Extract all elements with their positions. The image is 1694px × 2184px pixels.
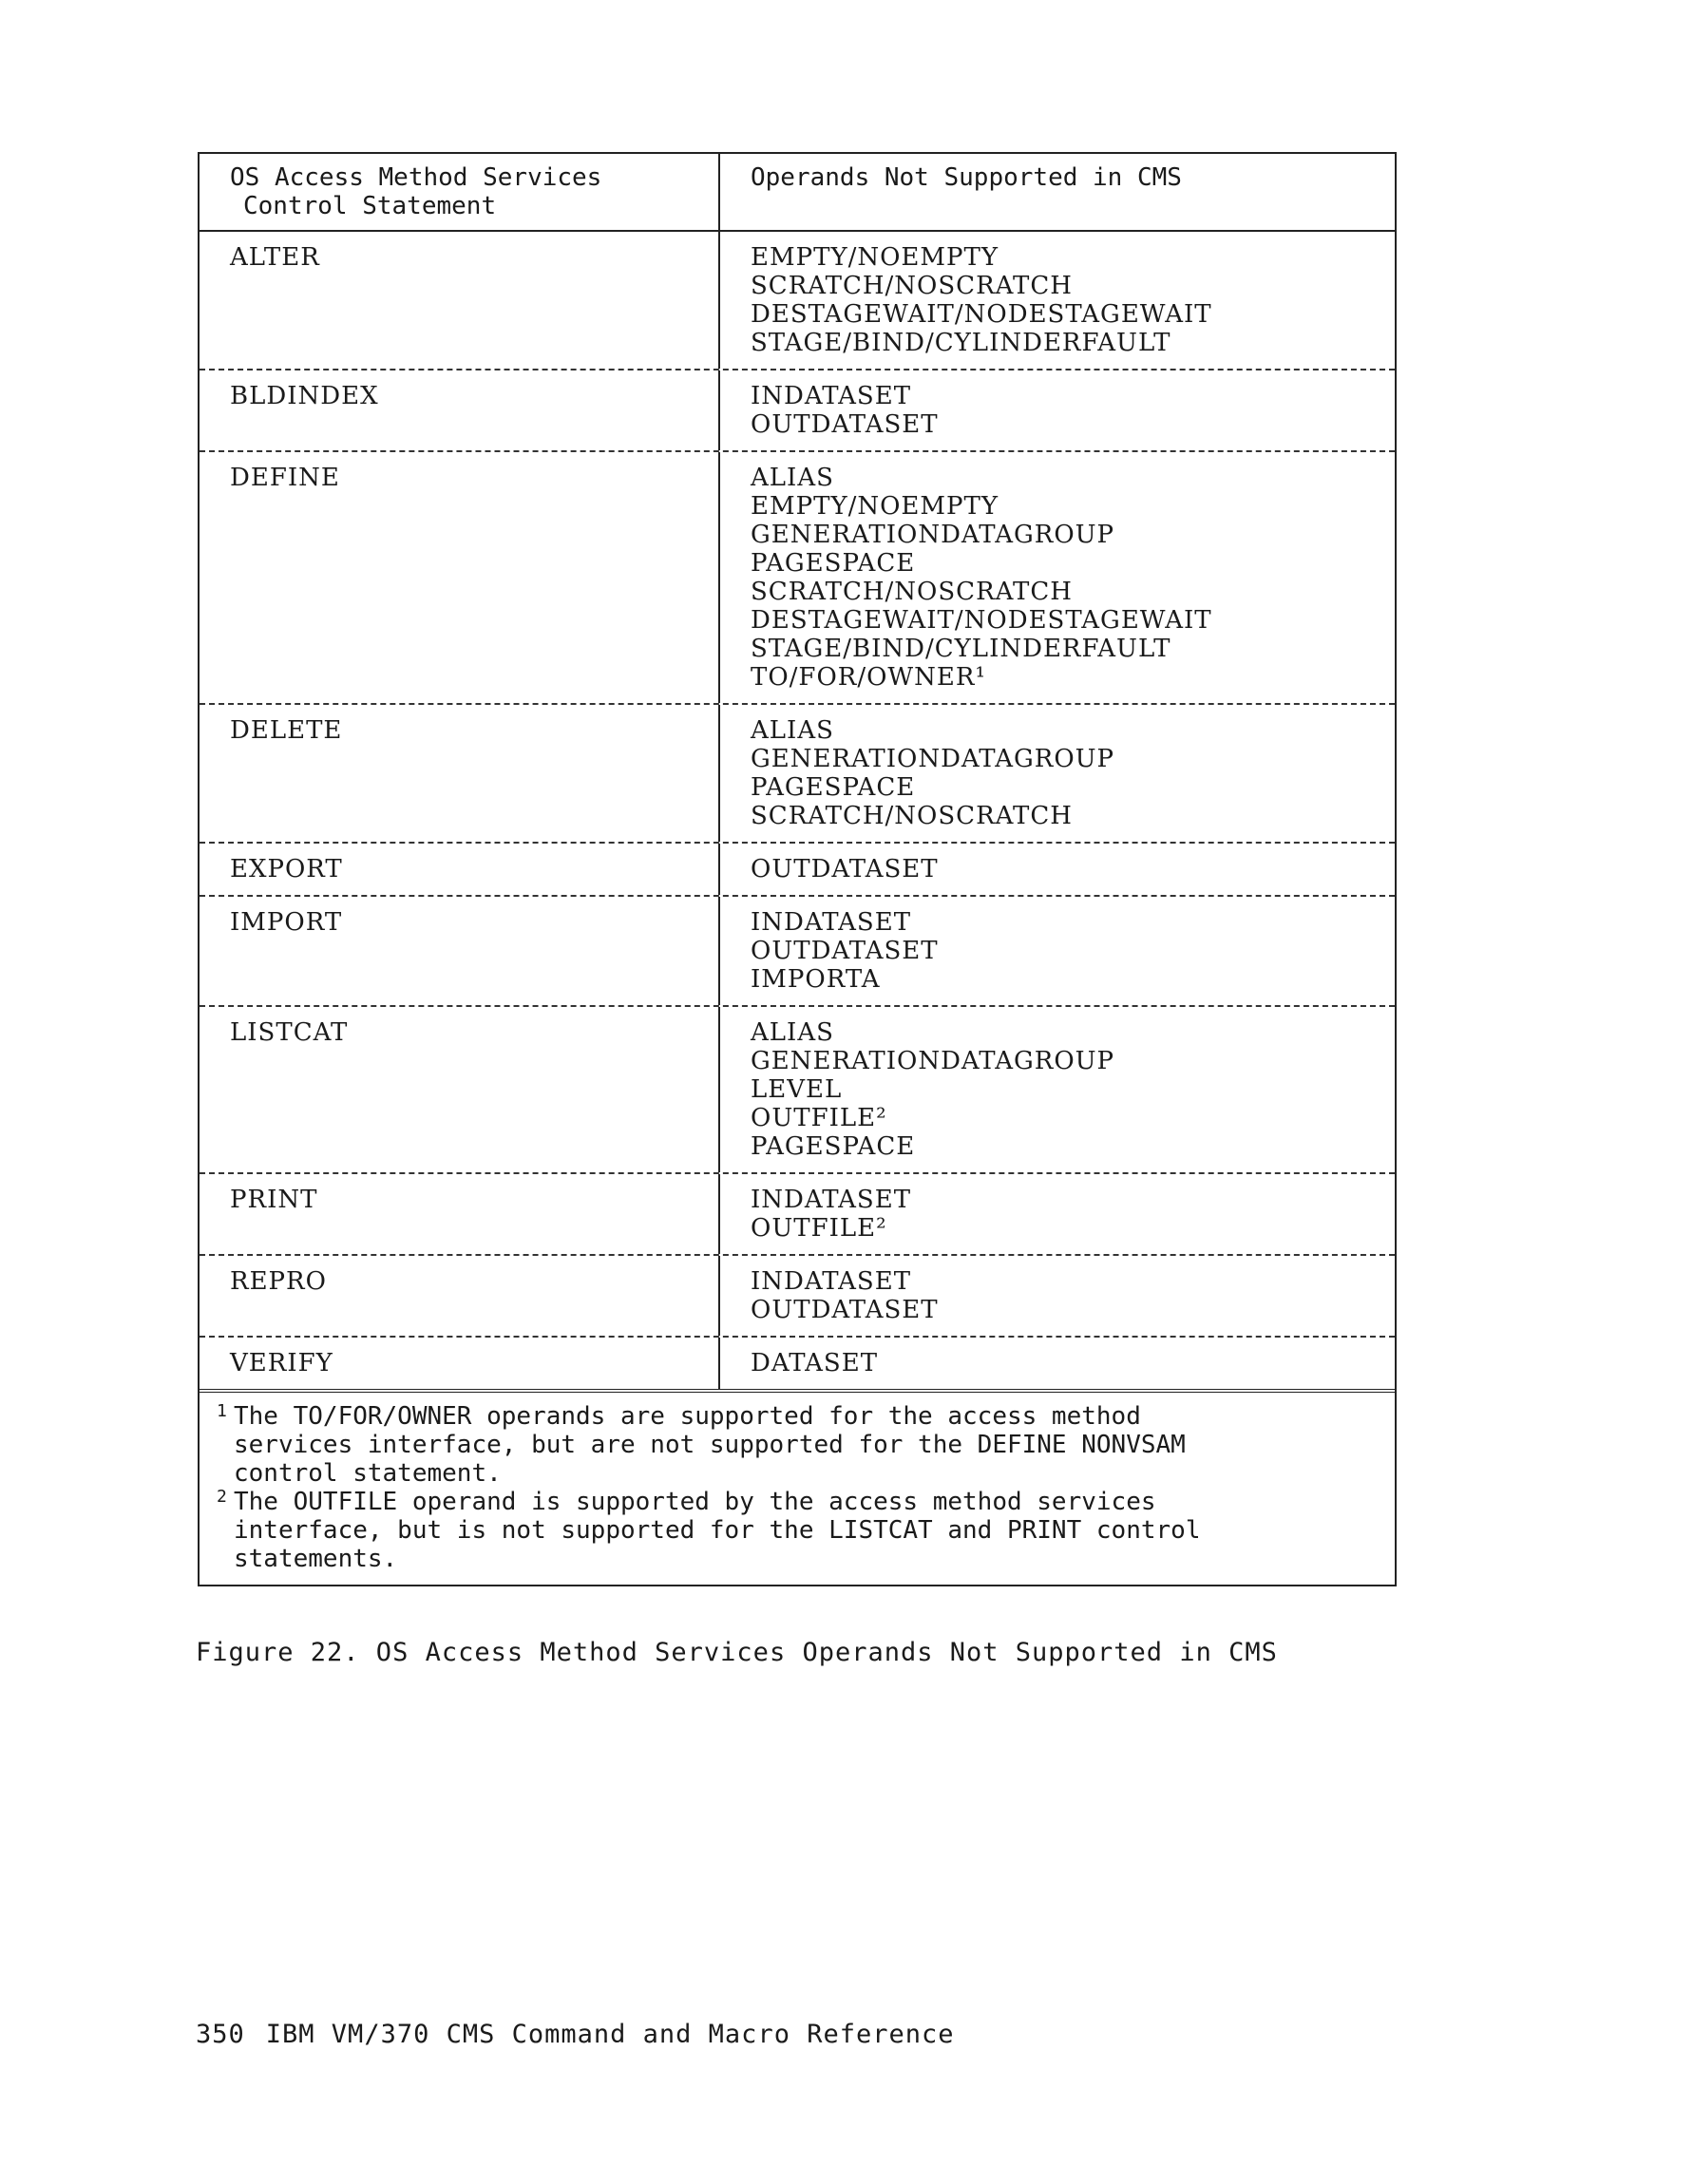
row-statement: BLDINDEX [200, 370, 720, 450]
operand-item: DESTAGEWAIT/NODESTAGEWAIT [751, 606, 1212, 635]
operand-item: INDATASET [751, 382, 912, 410]
operand-item: OUTFILE² [751, 1214, 887, 1243]
row-statement: REPRO [200, 1256, 720, 1336]
table-row [200, 1174, 1395, 1256]
row-operands [720, 452, 1395, 703]
table-row [200, 370, 1395, 452]
row-operands [720, 705, 1395, 842]
table-row [200, 452, 1395, 705]
operand-item: PAGESPACE [751, 773, 916, 802]
row-operands [720, 897, 1395, 1005]
operand-item: GENERATIONDATAGROUP [751, 521, 1115, 549]
operand-item: OUTDATASET [751, 1296, 939, 1324]
header-statement-line2: Control Statement [243, 192, 497, 220]
row-operands [720, 844, 1395, 895]
operand-item: SCRATCH/NOSCRATCH [751, 802, 1073, 830]
operand-item: GENERATIONDATAGROUP [751, 745, 1115, 773]
footnote-2 [217, 1488, 1372, 1573]
header-statement-line1: OS Access Method Services [230, 163, 602, 192]
row-operands [720, 1174, 1395, 1254]
operand-item: SCRATCH/NOSCRATCH [751, 578, 1073, 606]
table-row [200, 1007, 1395, 1174]
row-statement: DELETE [200, 705, 720, 842]
table-row [200, 897, 1395, 1007]
row-operands [720, 232, 1395, 369]
row-operands [720, 1256, 1395, 1336]
operand-item: STAGE/BIND/CYLINDERFAULT [751, 329, 1171, 357]
row-operands [720, 1007, 1395, 1172]
operand-item: PAGESPACE [751, 1132, 916, 1161]
operand-item: SCRATCH/NOSCRATCH [751, 272, 1073, 300]
table-row [200, 705, 1395, 844]
table-row [200, 1256, 1395, 1338]
operand-item: EMPTY/NOEMPTY [751, 243, 999, 272]
operand-item: ALIAS [751, 1018, 834, 1047]
table-body [200, 232, 1395, 1393]
operand-item: PAGESPACE [751, 549, 916, 578]
page-number: 350 [196, 2020, 245, 2049]
footnote-mark: 2 [217, 1487, 227, 1507]
operand-item: ALIAS [751, 464, 834, 492]
operand-item: OUTDATASET [751, 855, 939, 883]
operand-item: STAGE/BIND/CYLINDERFAULT [751, 635, 1171, 663]
operand-item: INDATASET [751, 1267, 912, 1296]
row-statement: EXPORT [200, 844, 720, 895]
row-operands [720, 370, 1395, 450]
operand-item: LEVEL [751, 1075, 843, 1104]
book-title: IBM VM/370 CMS Command and Macro Reference [265, 2020, 955, 2049]
table-header-row [200, 154, 1395, 232]
header-statement [200, 154, 720, 230]
operands-table [198, 152, 1397, 1586]
page-footer [196, 2020, 976, 2049]
row-statement: LISTCAT [200, 1007, 720, 1172]
operand-item: INDATASET [751, 908, 912, 937]
operand-item: TO/FOR/OWNER¹ [751, 663, 986, 692]
table-row [200, 844, 1395, 897]
operand-item: EMPTY/NOEMPTY [751, 492, 999, 521]
operand-item: OUTDATASET [751, 937, 939, 965]
table-row [200, 1338, 1395, 1393]
row-statement: DEFINE [200, 452, 720, 703]
operand-item: DESTAGEWAIT/NODESTAGEWAIT [751, 300, 1212, 329]
figure-caption: Figure 22. OS Access Method Services Operands Not Supported in CMS [196, 1638, 1278, 1667]
row-statement: IMPORT [200, 897, 720, 1005]
footnote-text: The TO/FOR/OWNER operands are supported for the access method services interface, but are not supported for the DEFINE NONVSAM control statement. [234, 1402, 1186, 1488]
operand-item: OUTFILE² [751, 1104, 887, 1132]
operand-item: OUTDATASET [751, 410, 939, 439]
operand-item: ALIAS [751, 716, 834, 745]
table-footnotes [200, 1393, 1395, 1585]
footnote-mark: 1 [217, 1401, 227, 1421]
row-statement: VERIFY [200, 1338, 720, 1389]
footnote-1 [217, 1402, 1372, 1488]
row-statement: PRINT [200, 1174, 720, 1254]
row-statement: ALTER [200, 232, 720, 369]
operand-item: IMPORTA [751, 965, 881, 994]
operand-item: DATASET [751, 1349, 879, 1377]
table-row [200, 232, 1395, 370]
operand-item: INDATASET [751, 1186, 912, 1214]
operand-item: GENERATIONDATAGROUP [751, 1047, 1115, 1075]
row-operands [720, 1338, 1395, 1389]
header-operands: Operands Not Supported in CMS [751, 163, 1182, 192]
footnote-text: The OUTFILE operand is supported by the access method services interface, but is not supported for the LISTCAT and PRINT control statements. [234, 1488, 1201, 1573]
